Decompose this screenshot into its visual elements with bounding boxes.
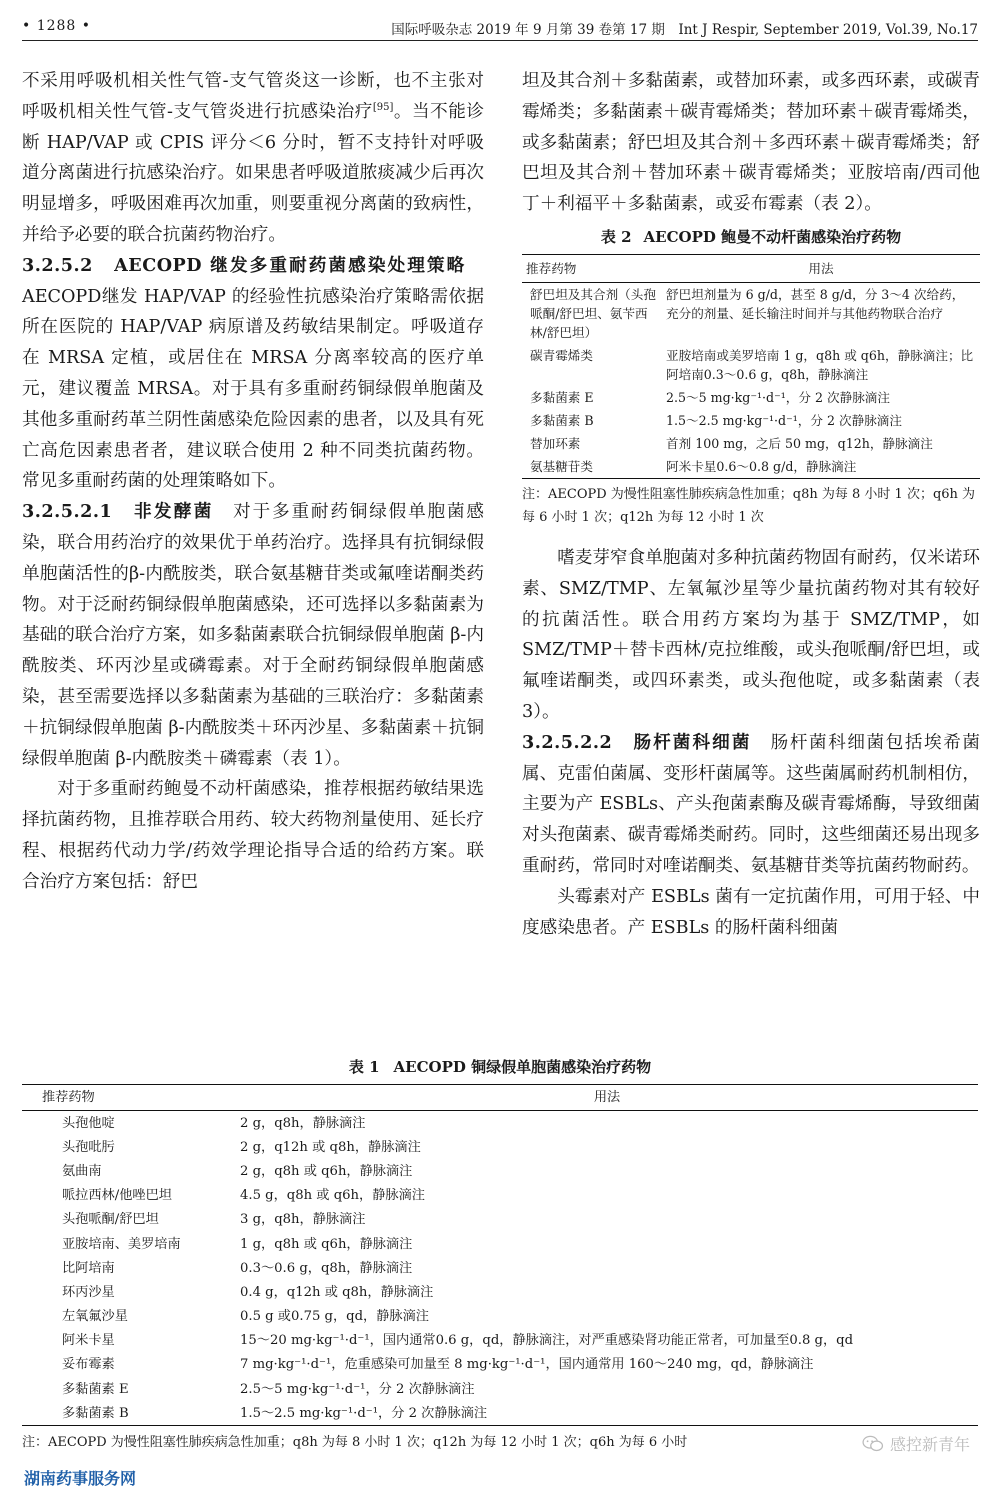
section-3-2-5-2-2: 3.2.5.2.2 肠杆菌科细菌 肠杆菌科细菌包括埃希菌属、克雷伯菌属、变形杆菌属等。这些菌属耐药机制相仿，主要为产 ESBLs、产头孢菌素酶及碳青霉烯酶，导致细菌对头孢菌素、碳青霉烯类耐药。同时，这些细菌还易出现多重耐药，常同时对喹诺酮类、氨基糖苷类等抗菌药物耐药。: [522, 731, 980, 876]
usage-cell: 2 g，q8h，静脉滴注: [240, 1115, 366, 1131]
usage-cell: 7 mg·kg⁻¹·d⁻¹，危重感染可加量至 8 mg·kg⁻¹·d⁻¹，国内通常用 160～240 mg，qd，静脉滴注: [240, 1357, 814, 1373]
reference-marker[interactable]: [95]: [372, 101, 394, 113]
table-row: [22, 1256, 978, 1280]
table-row: [22, 1111, 978, 1136]
drug-cell: 哌拉西林/他唑巴坦: [62, 1188, 172, 1204]
usage-cell: 1.5～2.5 mg·kg⁻¹·d⁻¹，分 2 次静脉滴注: [666, 412, 902, 428]
table-row: [22, 1135, 978, 1159]
drug-cell: 舒巴坦及其合剂（头孢哌酮/舒巴坦、氨苄西林/舒巴坦）: [530, 286, 656, 340]
left-column: [22, 66, 484, 898]
usage-cell: 2 g，q8h 或 q6h，静脉滴注: [240, 1163, 413, 1179]
drug-cell: 氨基糖苷类: [530, 458, 593, 474]
table-1: [22, 1084, 978, 1426]
usage-cell: 2.5～5 mg·kg⁻¹·d⁻¹，分 2 次静脉滴注: [240, 1381, 475, 1397]
table-header: 推荐药物: [22, 1085, 236, 1111]
drug-cell: 替加环素: [530, 435, 581, 451]
table-row: [522, 344, 980, 386]
table-row: [22, 1232, 978, 1256]
usage-cell: 1.5～2.5 mg·kg⁻¹·d⁻¹，分 2 次静脉滴注: [240, 1405, 488, 1421]
drug-cell: 碳青霉烯类: [530, 347, 593, 363]
watermark-text: 感控新青年: [889, 1435, 970, 1454]
usage-cell: 首剂 100 mg，之后 50 mg，q12h，静脉滴注: [666, 435, 933, 451]
table-header: 推荐药物: [522, 254, 662, 282]
drug-cell: 阿米卡星: [62, 1333, 115, 1349]
journal-citation: 国际呼吸杂志 2019 年 9 月第 39 卷第 17 期 Int J Respir, September 2019, Vol.39, No.17: [391, 22, 978, 38]
drug-cell: 头孢他啶: [62, 1115, 115, 1131]
watermark: [858, 1432, 974, 1455]
table-row: [522, 282, 980, 344]
drug-cell: 多黏菌素 E: [530, 389, 594, 405]
table-1-block: [22, 1056, 978, 1454]
paragraph: 对于多重耐药鲍曼不动杆菌感染，推荐根据药敏结果选择抗菌药物，且推荐联合用药、较大药物剂量使用、延长疗程、根据药代动力学/药效学理论指导合适的给药方案。联合治疗方案包括：舒巴: [22, 779, 484, 892]
section-heading: 3.2.5.2.1 非发酵菌: [22, 501, 214, 523]
table-row: [522, 455, 980, 479]
paragraph: 坦及其合剂＋多黏菌素，或替加环素，或多西环素，或碳青霉烯类；多黏菌素＋碳青霉烯类；替加环素＋碳青霉烯类，或多黏菌素；舒巴坦及其合剂＋多西环素＋碳青霉烯类；舒巴坦及其合剂＋替加环素＋碳青霉烯类；亚胺培南/西司他丁＋利福平＋多黏菌素，或妥布霉素（表 2）。: [522, 71, 980, 215]
usage-cell: 3 g，q8h，静脉滴注: [240, 1212, 366, 1228]
drug-cell: 氨曲南: [62, 1163, 102, 1179]
drug-cell: 多黏菌素 B: [530, 412, 594, 428]
page-number: • 1288 •: [22, 18, 92, 34]
usage-cell: 2.5～5 mg·kg⁻¹·d⁻¹，分 2 次静脉滴注: [666, 389, 890, 405]
drug-cell: 亚胺培南、美罗培南: [62, 1236, 181, 1252]
usage-cell: 0.4 g，q12h 或 q8h，静脉滴注: [240, 1284, 434, 1300]
table-header: 用法: [236, 1085, 978, 1111]
source-logo: 湖南药事服务网: [24, 1469, 137, 1488]
paragraph: 不采用呼吸机相关性气管-支气管炎这一诊断，也不主张对呼吸机相关性气管-支气管炎进行抗感染治疗[95]。当不能诊断 HAP/VAP 或 CPIS 评分＜6 分时，暂不支持针对呼吸道分离菌进行抗感染治疗。如果患者呼吸道脓痰减少后再次明显增多，呼吸困难再次加重，则要重视分离菌的致病性，并给予必要的联合抗菌药物治疗。: [22, 71, 484, 245]
usage-cell: 2 g，q12h 或 q8h，静脉滴注: [240, 1139, 421, 1155]
usage-cell: 1 g，q8h 或 q6h，静脉滴注: [240, 1236, 413, 1252]
table-row: [22, 1329, 978, 1353]
table-row: [22, 1159, 978, 1183]
paragraph: 头霉素对产 ESBLs 菌有一定抗菌作用，可用于轻、中度感染患者。产 ESBLs 的肠杆菌科细菌: [522, 886, 980, 938]
table-row: [22, 1353, 978, 1377]
drug-cell: 多黏菌素 B: [62, 1405, 129, 1421]
wechat-icon: [862, 1435, 884, 1453]
usage-cell: 0.3～0.6 g，q8h，静脉滴注: [240, 1260, 413, 1276]
drug-cell: 环丙沙星: [62, 1284, 115, 1300]
table-row: [22, 1305, 978, 1329]
right-column: [522, 66, 980, 943]
table-header: 用法: [662, 254, 980, 282]
drug-cell: 比阿培南: [62, 1260, 115, 1276]
table-row: [22, 1184, 978, 1208]
drug-cell: 头孢吡肟: [62, 1139, 115, 1155]
table-row: [522, 409, 980, 432]
table-row: [22, 1401, 978, 1426]
usage-cell: 0.5 g 或0.75 g，qd，静脉滴注: [240, 1309, 429, 1325]
usage-cell: 亚胺培南或美罗培南 1 g，q8h 或 q6h，静脉滴注；比阿培南0.3～0.6 g，q8h，静脉滴注: [666, 347, 974, 382]
table-1-note: 注：AECOPD 为慢性阻塞性肺疾病急性加重；q8h 为每 8 小时 1 次；q12h 为每 12 小时 1 次；q6h 为每 6 小时: [22, 1435, 688, 1451]
table-2: [522, 254, 980, 479]
section-heading: 3.2.5.2 AECOPD 继发多重耐药菌感染处理策略: [22, 254, 467, 276]
usage-cell: 舒巴坦剂量为 6 g/d，甚至 8 g/d，分 3～4 次给药，充分的剂量、延长输注时间并与其他药物联合治疗: [666, 286, 965, 321]
paragraph: 嗜麦芽窄食单胞菌对多种抗菌药物固有耐药，仅米诺环素、SMZ/TMP、左氧氟沙星等少量抗菌药物对其有较好的抗菌活性。联合用药方案均为基于 SMZ/TMP，如 SMZ/TMP＋替卡西林/克拉维酸，或头孢哌酮/舒巴坦，或氟喹诺酮类，或四环素类，或头孢他啶，或多黏菌素（表 3）。: [522, 547, 980, 722]
drug-cell: 左氧氟沙星: [62, 1309, 128, 1325]
table-1-caption: 表 1 AECOPD 铜绿假单胞菌感染治疗药物: [348, 1058, 652, 1076]
table-2-note: 注：AECOPD 为慢性阻塞性肺疾病急性加重；q8h 为每 8 小时 1 次；q6h 为每 6 小时 1 次；q12h 为每 12 小时 1 次: [522, 486, 976, 525]
table-row: [22, 1377, 978, 1401]
drug-cell: 头孢哌酮/舒巴坦: [62, 1212, 159, 1228]
section-3-2-5-2: 3.2.5.2 AECOPD 继发多重耐药菌感染处理策略 AECOPD继发 HAP/VAP 的经验性抗感染治疗策略需依据所在医院的 HAP/VAP 病原谱及药敏结果制定。呼吸道存在 MRSA 定植，或居住在 MRSA 分离率较高的医疗单元，建议覆盖 MRSA。对于具有多重耐药铜绿假单胞菌及其他多重耐药革兰阴性菌感染危险因素的患者，以及具有死亡高危因素患者者，建议联合使用 2 种不同类抗菌药物。常见多重耐药菌的处理策略如下。: [22, 254, 484, 492]
table-row: [522, 386, 980, 409]
usage-cell: 15～20 mg·kg⁻¹·d⁻¹，国内通常0.6 g，qd，静脉滴注，对严重感染肾功能正常者，可加量至0.8 g，qd: [240, 1333, 854, 1349]
table-row: [522, 432, 980, 455]
drug-cell: 妥布霉素: [62, 1357, 115, 1373]
running-header: [22, 14, 978, 41]
drug-cell: 多黏菌素 E: [62, 1381, 129, 1397]
table-2-caption: 表 2 AECOPD 鲍曼不动杆菌感染治疗药物: [600, 227, 902, 246]
usage-cell: 阿米卡星0.6～0.8 g/d，静脉滴注: [666, 458, 857, 474]
table-row: [22, 1208, 978, 1232]
usage-cell: 4.5 g，q8h 或 q6h，静脉滴注: [240, 1188, 425, 1204]
table-row: [22, 1280, 978, 1304]
section-3-2-5-2-1: 3.2.5.2.1 非发酵菌 对于多重耐药铜绿假单胞菌感染，联合用药治疗的效果优于单药治疗。选择具有抗铜绿假单胞菌活性的β-内酰胺类，联合氨基糖苷类或氟喹诺酮类药物。对于泛耐药铜绿假单胞菌感染，还可选择以多黏菌素为基础的联合治疗方案，如多黏菌素联合抗铜绿假单胞菌 β-内酰胺类、环丙沙星或磷霉素。对于全耐药铜绿假单胞菌感染，甚至需要选择以多黏菌素为基础的三联治疗：多黏菌素＋抗铜绿假单胞菌 β-内酰胺类＋环丙沙星、多黏菌素＋抗铜绿假单胞菌 β-内酰胺类＋磷霉素（表 1）。: [22, 501, 484, 769]
section-heading: 3.2.5.2.2 肠杆菌科细菌: [522, 731, 752, 753]
